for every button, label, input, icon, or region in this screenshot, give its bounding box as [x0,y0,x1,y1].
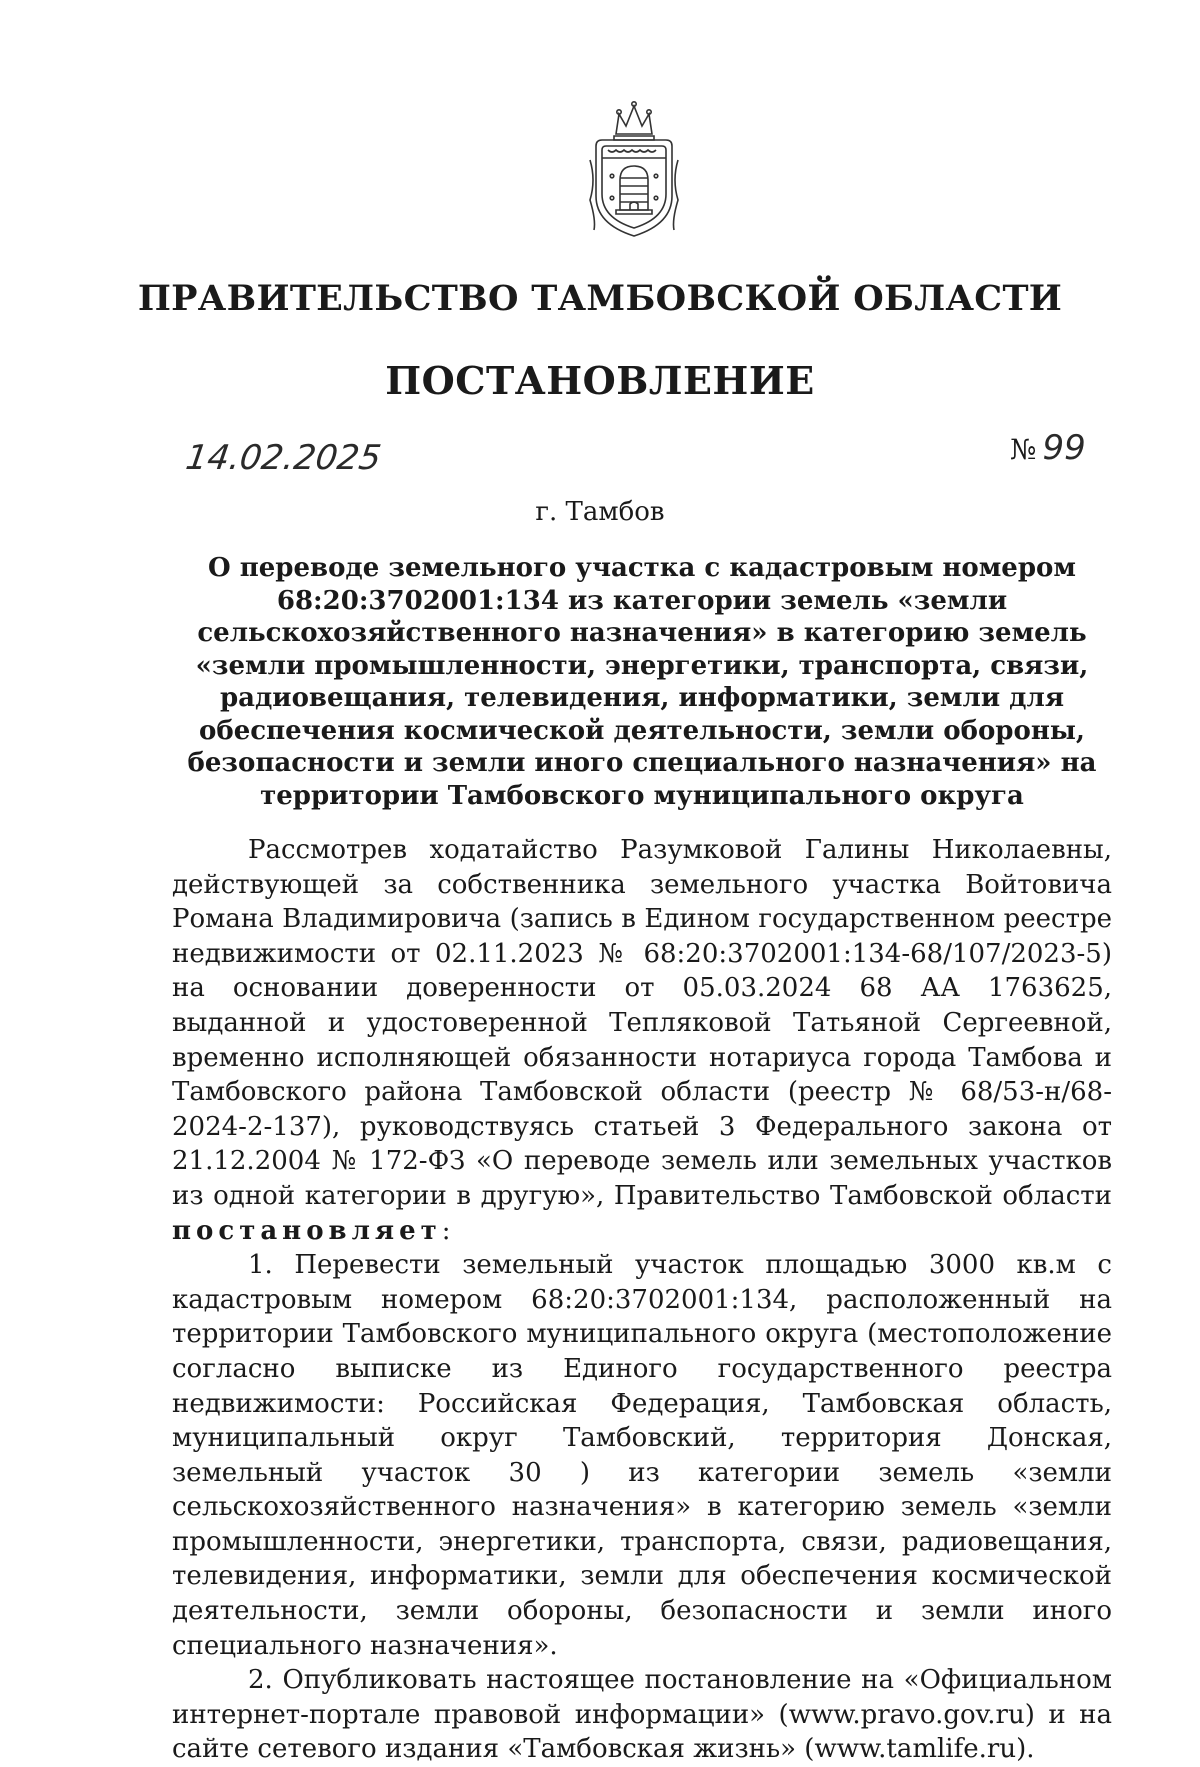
org-title: ПРАВИТЕЛЬСТВО ТАМБОВСКОЙ ОБЛАСТИ [137,278,1063,319]
handwritten-date: 14.02.2025 [183,438,384,478]
city-line: г. Тамбов [535,497,665,527]
document-body [172,833,1112,1767]
item-1-paragraph: 1. Перевести земельный участок площадью 3000 кв.м с кадастровым номером 68:20:3702001:134, расположенный на территории Тамбовского муниципального округа (местоположение согласно выписке из Единого государственного реестра недвижимости: Российская Федерация, Тамбовская область, муниципальный округ Тамбовский, территория Донская, земельный участок 30 ) из категории земель «земли сельскохозяйственного назначения» в категорию земель «земли промышленности, энергетики, транспорта, связи, радиовещания, телевидения, информатики, земли для обеспечения космической деятельности, земли обороны, безопасности и земли иного специального назначения». [172,1250,1112,1661]
coat-of-arms-icon [586,100,682,240]
preamble-text: Рассмотрев ходатайство Разумковой Галины Николаевны, действующей за собственника земельного участка Войтовича Романа Владимировича (запись в Едином государственном реестре недвижимости от 02.11.2023 № 68:20:3702001:134-68/107/2023-5) на основании доверенности от 05.03.2024 68 АА 1763625, выданной и удостоверенной Тепляковой Татьяной Сергеевной, временно исполняющей обязанности нотариуса города Тамбова и Тамбовского района Тамбовской области (реестр № 68/53-н/68-2024-2-137), руководствуясь статьей 3 Федерального закона от 21.12.2004 № 172-ФЗ «О переводе земель или земельных участков из одной категории в другую», Правительство Тамбовской области [172,835,1112,1211]
document-number [1010,428,1086,468]
handwritten-number: 99 [1042,428,1086,468]
document-type-heading: ПОСТАНОВЛЕНИЕ [385,358,815,403]
number-sign: № [1010,433,1037,466]
decree-word: постановляет [172,1215,442,1246]
decree-colon: : [441,1215,451,1246]
preamble-paragraph [172,833,1112,1248]
subject-title: О переводе земельного участка с кадастровым номером 68:20:3702001:134 из категории земель «земли сельскохозяйственного назначения» в категорию земель «земли промышленности, энергетики, транспорта, связи, радиовещания, телевидения, информатики, земли для обеспечения космической деятельности, земли обороны, безопасности и земли иного специального назначения» на территории Тамбовского муниципального округа [187,553,1097,811]
item-2-paragraph: 2. Опубликовать настоящее постановление на «Официальном интернет-портале правовой информации» (www.pravo.gov.ru) и на сайте сетевого издания «Тамбовская жизнь» (www.tamlife.ru). [172,1665,1112,1765]
